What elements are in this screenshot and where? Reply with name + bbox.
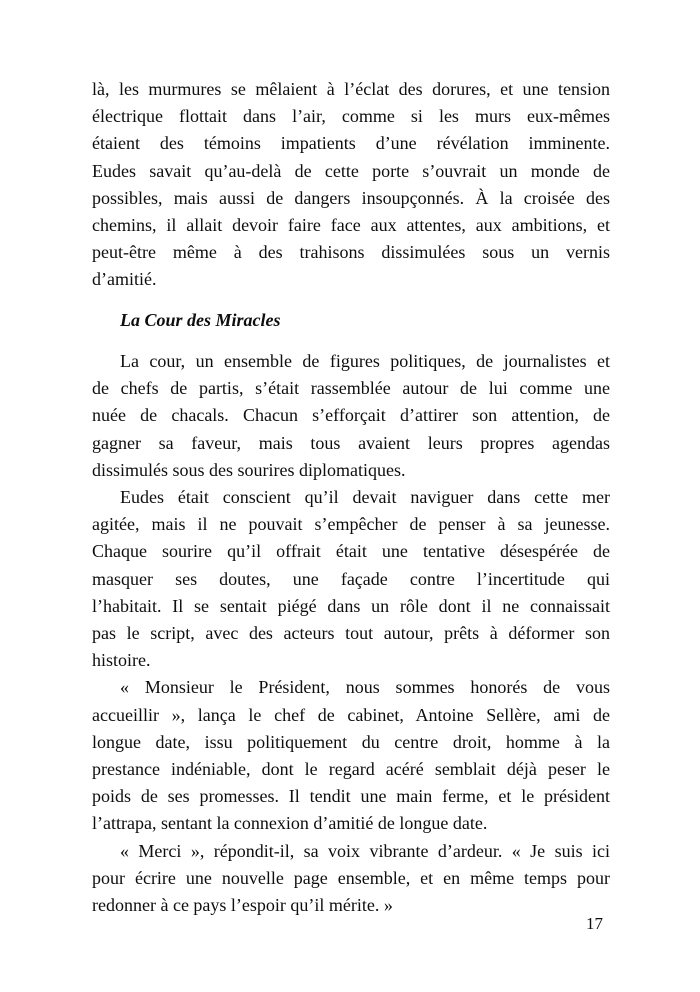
text-line: étaient des témoins impatients d’une révélation imminente. [92,133,610,154]
text-line: là, les murmures se mêlaient à l’éclat des dorures, et une tension [92,79,610,99]
text-line: de chefs de partis, s’était rassemblée autour de lui comme une [92,378,610,399]
text-line: nuée de chacals. Chacun s’efforçait d’attirer son attention, de [92,405,610,426]
text-line: électrique flottait dans l’air, comme si les murs eux-mêmes [92,106,610,127]
text-line: accueillir », lança le chef de cabinet, Antoine Sellère, ami de [92,704,610,725]
text-line: « Merci », répondit-il, sa voix vibrante d’ardeur. « Je suis ici [120,840,610,861]
text-line: l’habitait. Il se sentait piégé dans un rôle dont il ne connaissait [92,595,610,616]
text-line: pas le script, avec des acteurs tout autour, prêts à déformer son [92,623,610,644]
text-line: d’amitié. [92,269,157,290]
section-heading: La Cour des Miracles [120,310,281,331]
text-line: possibles, mais aussi de dangers insoupçonnés. À la croisée des [92,187,610,208]
text-line: peut-être même à des trahisons dissimulées sous un vernis [92,242,610,263]
text-line: longue date, issu politiquement du centre droit, homme à la [92,731,610,752]
text-line: Eudes était conscient qu’il devait naviguer dans cette mer [120,487,610,508]
text-line: Eudes savait qu’au-delà de cette porte s’ouvrait un monde de [92,160,610,181]
text-line: histoire. [92,650,151,671]
text-line: agitée, mais il ne pouvait s’empêcher de penser à sa jeunesse. [92,514,610,535]
text-line: poids de ses promesses. Il tendit une main ferme, et le président [92,786,610,807]
text-line: chemins, il allait devoir faire face aux attentes, aux ambitions, et [92,215,610,236]
page-number: 17 [586,914,603,933]
text-line: « Monsieur le Président, nous sommes honorés de vous [120,677,610,698]
text-line: prestance indéniable, dont le regard acéré semblait déjà peser le [92,759,610,780]
text-line: gagner sa faveur, mais tous avaient leurs propres agendas [92,432,610,453]
text-line: Chaque sourire qu’il offrait était une tentative désespérée de [92,541,610,562]
text-line: La cour, un ensemble de figures politiques, de journalistes et [120,351,610,372]
paragraph [92,76,610,294]
paragraph [92,674,610,837]
text-line: redonner à ce pays l’espoir qu’il mérite. » [92,895,393,916]
text-line: l’attrapa, sentant la connexion d’amitié de longue date. [92,813,488,834]
paragraph [92,484,610,674]
text-line: pour écrire une nouvelle page ensemble, et en même temps pour [92,867,610,888]
paragraph [92,838,610,920]
text-line: masquer ses doutes, une façade contre l’incertitude qui [92,568,610,589]
text-line: dissimulés sous des sourires diplomatiques. [92,459,406,480]
page-text [92,76,610,919]
paragraph [92,348,610,484]
